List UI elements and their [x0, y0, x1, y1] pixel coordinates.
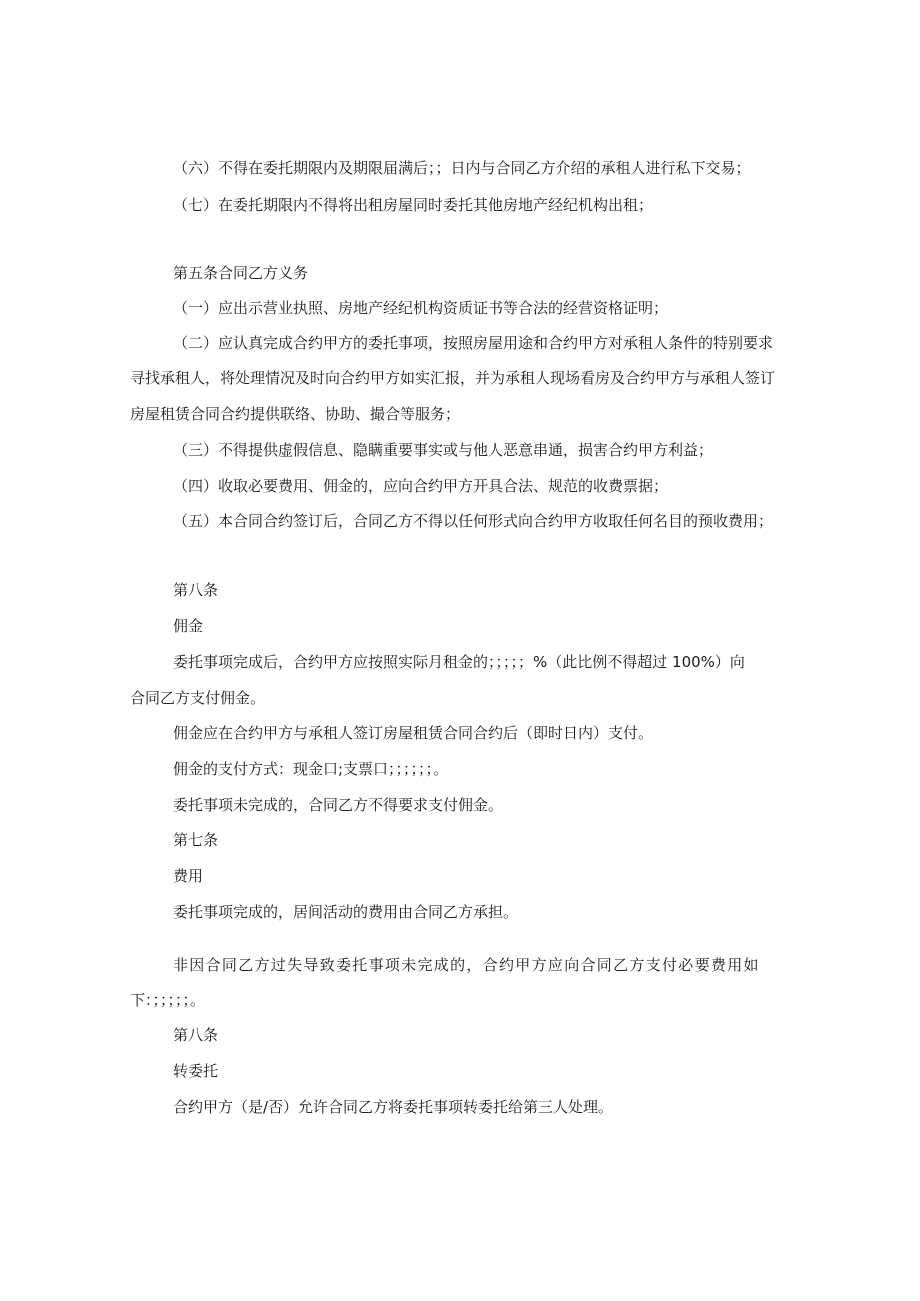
clause-5-heading: 第五条合同乙方义务	[173, 264, 309, 282]
expenses-uncompleted-line-1: 非因合同乙方过失导致委托事项未完成的，合约甲方应向合同乙方支付必要费用如	[173, 956, 760, 974]
clause-7-heading: 第七条	[173, 831, 219, 849]
commission-rate-line-2: 合同乙方支付佣金。	[130, 689, 266, 707]
clause-5-item-4: （四）收取必要费用、佣金的，应向合约甲方开具合法、规范的收费票据；	[173, 477, 669, 495]
commission-unfinished: 委托事项未完成的，合同乙方不得要求支付佣金。	[173, 796, 504, 814]
commission-title: 佣金	[173, 617, 204, 635]
subdelegation-title: 转委托	[173, 1062, 219, 1080]
subdelegation-text: 合约甲方（是/否）允许合同乙方将委托事项转委托给第三人处理。	[173, 1098, 614, 1116]
expenses-uncompleted-line-2: 下：；；；；；。	[130, 991, 206, 1009]
clause-5-item-2-line-1: （二）应认真完成合约甲方的委托事项，按照房屋用途和合约甲方对承租人条件的特别要求	[173, 334, 774, 352]
clause-5-item-5: （五）本合同合约签订后，合同乙方不得以任何形式向合约甲方收取任何名目的预收费用；	[173, 512, 774, 530]
clause-4-item-6: （六）不得在委托期限内及期限届满后；；日内与合同乙方介绍的承租人进行私下交易；	[173, 159, 751, 177]
clause-5-item-1: （一）应出示营业执照、房地产经纪机构资质证书等合法的经营资格证明；	[173, 299, 669, 317]
clause-5-item-3: （三）不得提供虚假信息、隐瞒重要事实或与他人恶意串通，损害合约甲方利益；	[173, 441, 714, 459]
expenses-completed: 委托事项完成的，居间活动的费用由合同乙方承担。	[173, 903, 519, 921]
clause-5-item-2-line-2: 寻找承租人，将处理情况及时向合约甲方如实汇报，并为承租人现场看房及合约甲方与承租人签订	[130, 369, 776, 387]
commission-payment-method: 佣金的支付方式：现金口;支票口；；；；；；。	[173, 760, 449, 778]
clause-5-item-2-line-3: 房屋租赁合同合约提供联络、协助、撮合等服务；	[130, 405, 461, 423]
clause-4-item-7: （七）在委托期限内不得将出租房屋同时委托其他房地产经纪机构出租；	[173, 196, 654, 214]
expenses-title: 费用	[173, 867, 204, 885]
commission-timing: 佣金应在合约甲方与承租人签订房屋租赁合同合约后（即时日内）支付。	[173, 724, 654, 742]
commission-rate-line-1: 委托事项完成后，合约甲方应按照实际月租金的；；；；；%（此比例不得超过 100%）向	[173, 653, 745, 671]
clause-8-heading: 第八条	[173, 581, 219, 599]
clause-8b-heading: 第八条	[173, 1026, 219, 1044]
